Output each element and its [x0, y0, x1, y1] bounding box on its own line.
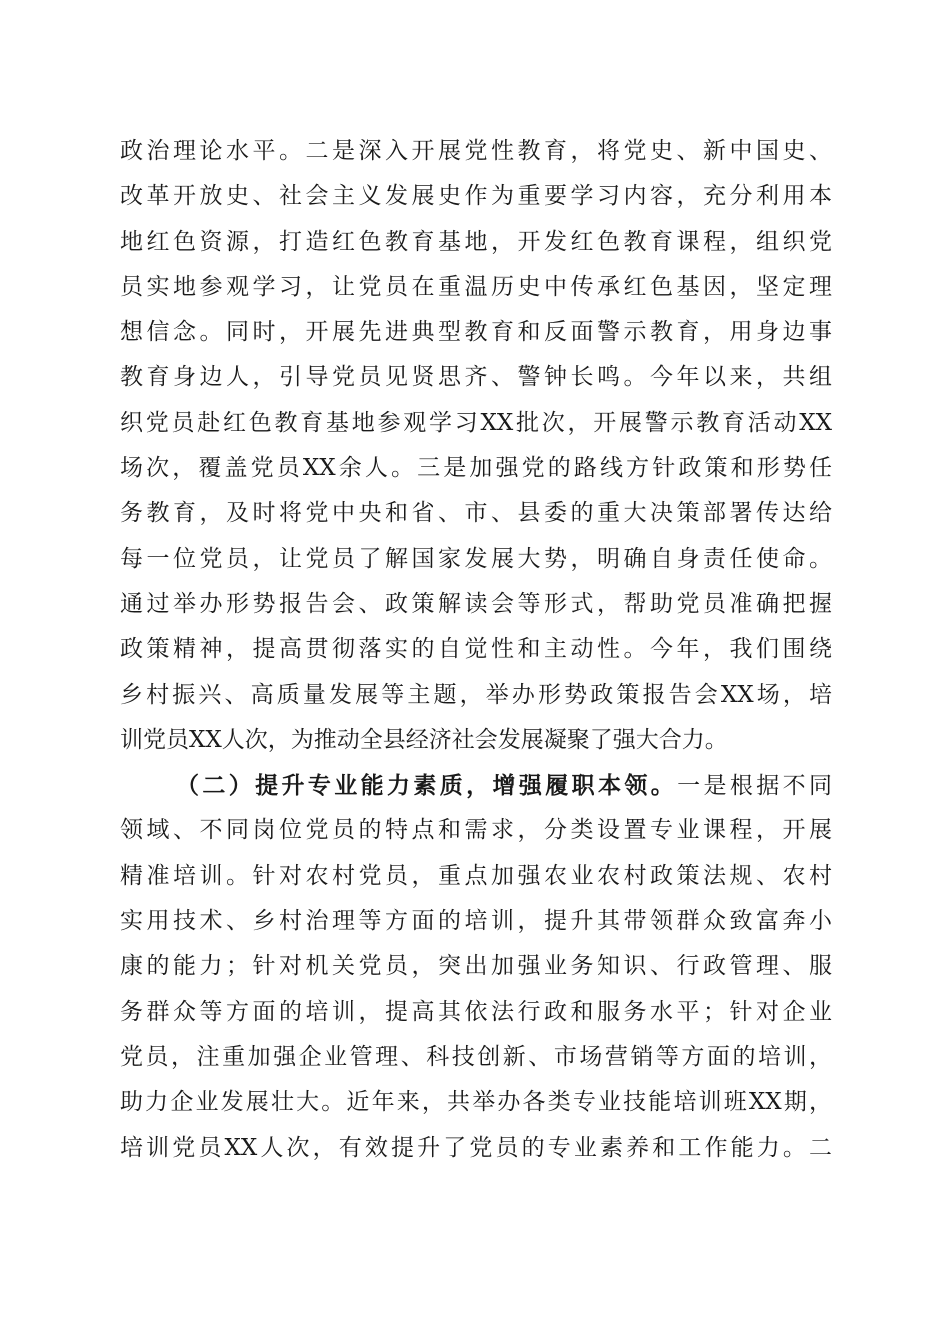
text-line: 政治理论水平。二是深入开展党性教育，将党史、新中国史、	[120, 138, 832, 164]
text-line: 每一位党员，让党员了解国家发展大势，明确自身责任使命。	[120, 545, 832, 572]
text-line: 培训党员XX人次，有效提升了党员的专业素养和工作能力。二	[120, 1134, 832, 1161]
text-line: 场次，覆盖党员XX余人。三是加强党的路线方针政策和形势任	[120, 455, 832, 482]
section-2-heading: （二）提升专业能力素质，增强履职本领。	[176, 772, 678, 800]
text-line: 想信念。同时，开展先进典型教育和反面警示教育，用身边事	[120, 319, 832, 346]
section-2-first-line	[120, 763, 832, 808]
text-line: 精准培训。针对农村党员，重点加强农业农村政策法规、农村	[120, 862, 832, 889]
text-line: 政策精神，提高贯彻落实的自觉性和主动性。今年，我们围绕	[120, 636, 832, 663]
text-line: 务教育，及时将党中央和省、市、县委的重大决策部署传达给	[120, 500, 832, 527]
text-line: 领域、不同岗位党员的特点和需求，分类设置专业课程，开展	[120, 817, 832, 844]
body-text	[120, 129, 832, 1171]
text-line: 康的能力；针对机关党员，突出加强业务知识、行政管理、服	[120, 953, 832, 980]
text-line: 织党员赴红色教育基地参观学习XX批次，开展警示教育活动XX	[120, 409, 832, 436]
text-line: 训党员XX人次，为推动全县经济社会发展凝聚了强大合力。	[120, 726, 728, 753]
text-line: 改革开放史、社会主义发展史作为重要学习内容，充分利用本	[120, 183, 832, 210]
text-line: 通过举办形势报告会、政策解读会等形式，帮助党员准确把握	[120, 590, 832, 617]
text-line: 教育身边人，引导党员见贤思齐、警钟长鸣。今年以来，共组	[120, 364, 832, 391]
text-line: 务群众等方面的培训，提高其依法行政和服务水平；针对企业	[120, 998, 832, 1025]
text-line: 员实地参观学习，让党员在重温历史中传承红色基因，坚定理	[120, 273, 832, 300]
text-line: 党员，注重加强企业管理、科技创新、市场营销等方面的培训，	[120, 1043, 832, 1070]
text-line: 助力企业发展壮大。近年来，共举办各类专业技能培训班XX期，	[120, 1089, 832, 1116]
text-line: 地红色资源，打造红色教育基地，开发红色教育课程，组织党	[120, 228, 832, 255]
text-line: 乡村振兴、高质量发展等主题，举办形势政策报告会XX场，培	[120, 681, 832, 708]
section-2-first-line-text: 一是根据不同	[677, 773, 832, 800]
text-line: 实用技术、乡村治理等方面的培训，提升其带领群众致富奔小	[120, 908, 832, 935]
